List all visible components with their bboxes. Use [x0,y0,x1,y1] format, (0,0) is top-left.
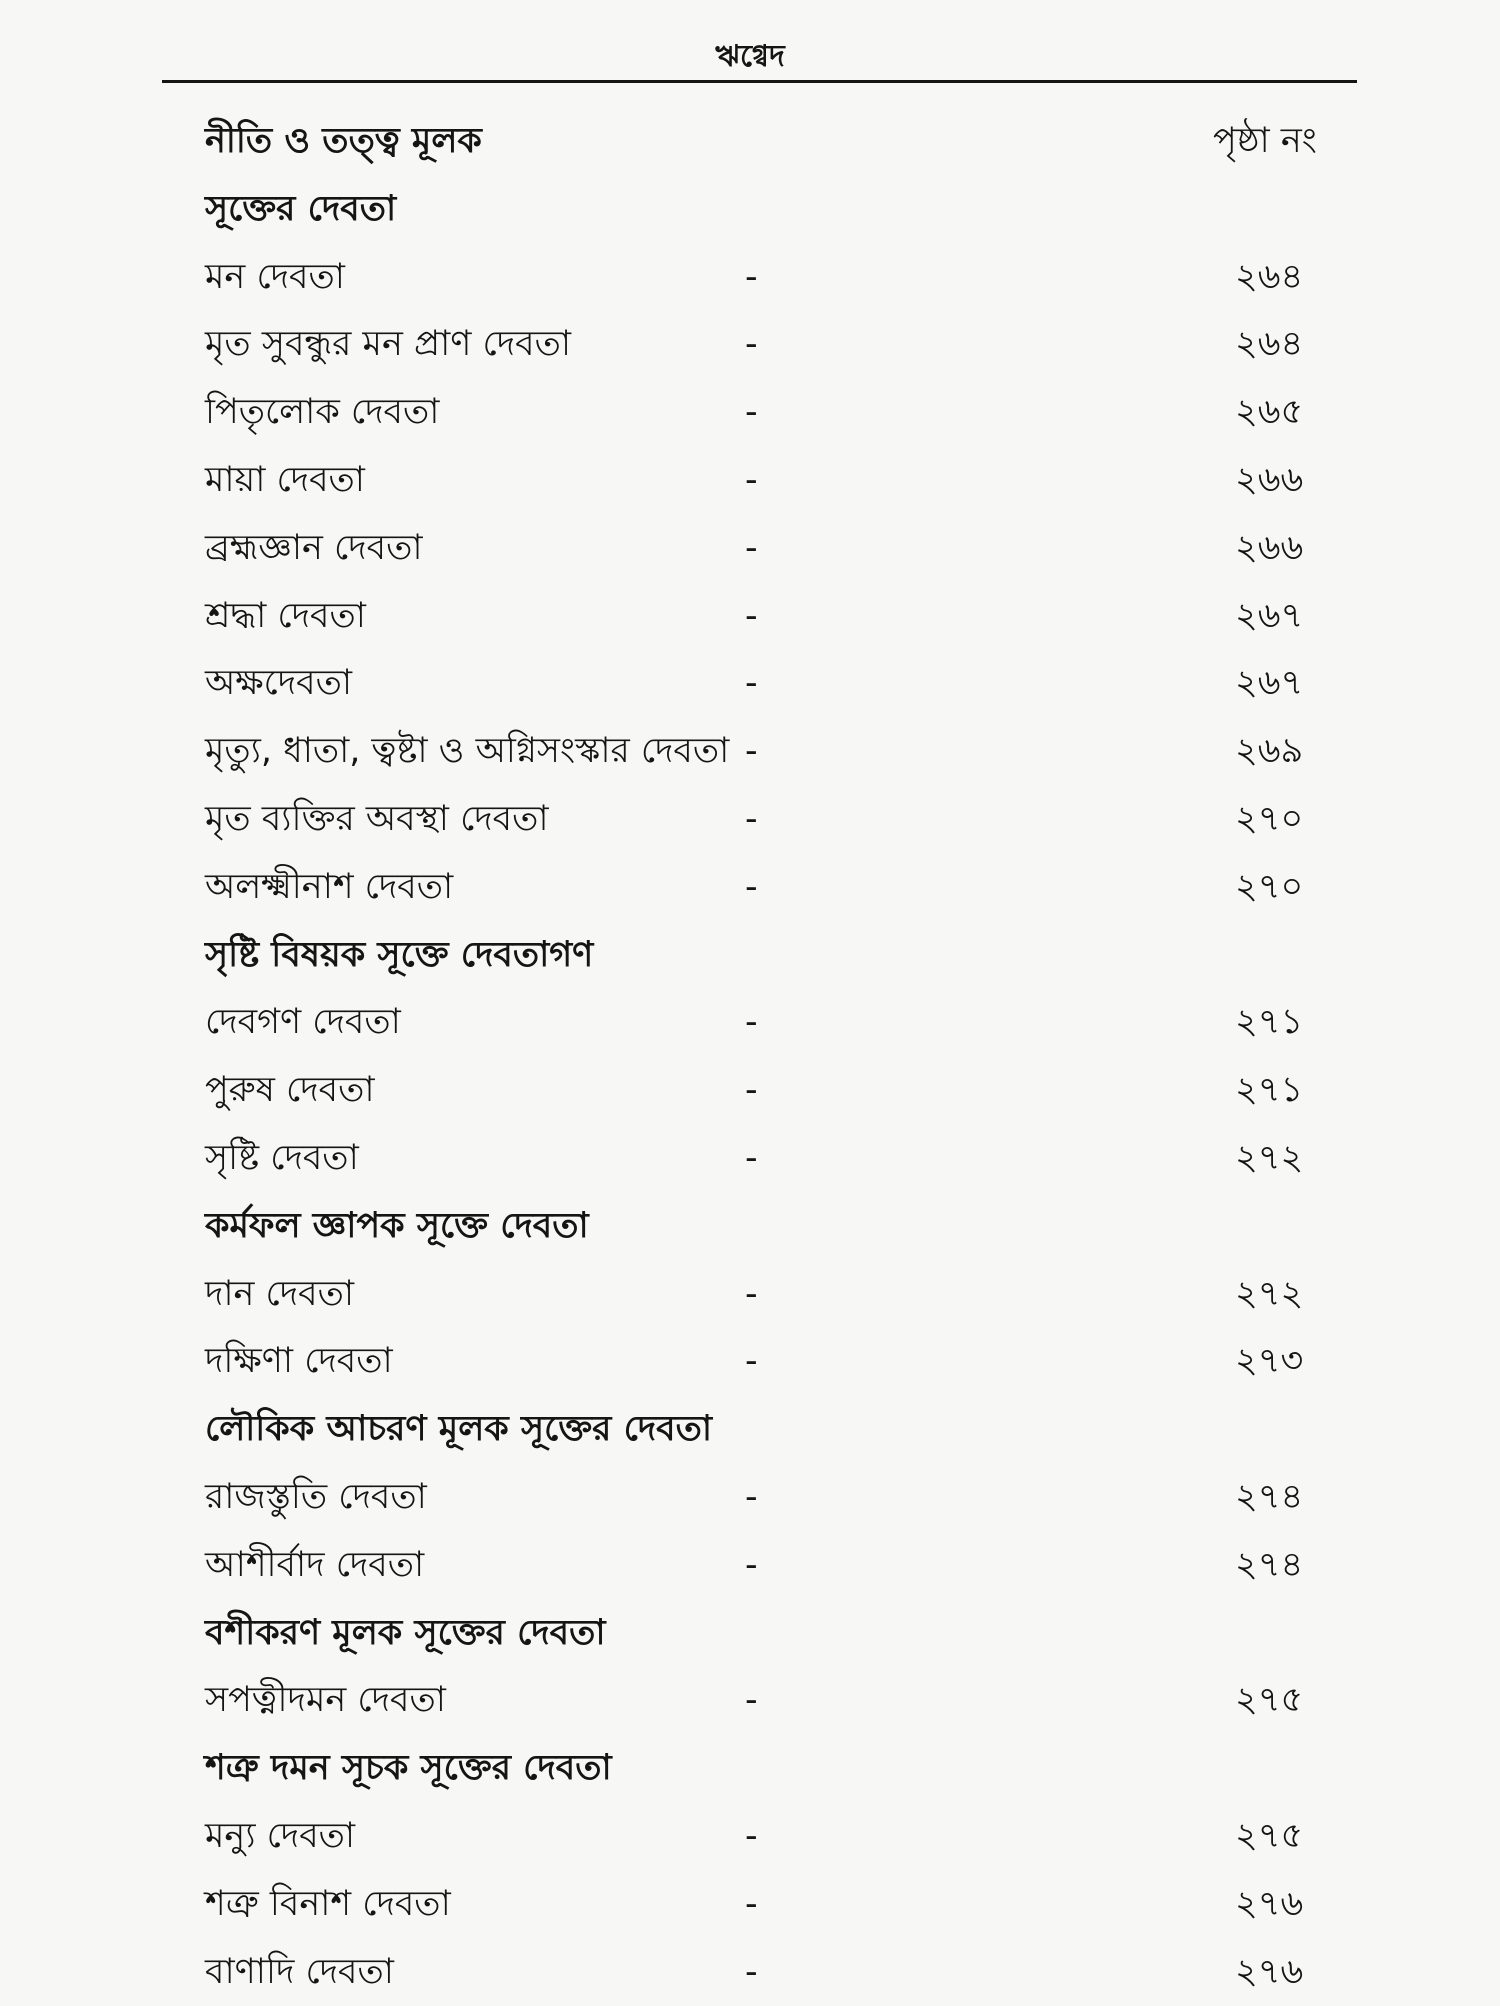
group-title: কর্মফল জ্ঞাপক সূক্তে দেবতা [205,1205,589,1246]
toc-entry [205,1532,1335,1600]
toc-entry [205,786,1335,854]
entry-dash: - [745,1070,758,1111]
entry-dash: - [745,1883,758,1924]
toc-entry [205,1667,1335,1735]
entry-dash: - [745,866,758,907]
entry-title: বাণাদি দেবতা [205,1951,394,1992]
entry-page-number: ২৭৫ [1235,1815,1304,1856]
entry-title: রাজস্তুতি দেবতা [205,1476,427,1517]
toc-entry [205,650,1335,718]
entry-title: দক্ষিণা দেবতা [205,1341,393,1382]
entry-dash: - [745,256,758,297]
entry-title: আশীর্বাদ দেবতা [205,1544,425,1585]
entry-title: মন্যু দেবতা [205,1815,356,1856]
entry-dash: - [745,595,758,636]
toc-entry [205,1939,1335,2006]
entry-page-number: ২৭১ [1235,1002,1304,1043]
entry-page-number: ২৭২ [1235,1273,1304,1314]
entry-dash: - [745,459,758,500]
toc-entry [205,311,1335,379]
entry-title: পিতৃলোক দেবতা [205,392,440,433]
entry-dash: - [745,1680,758,1721]
toc-entry [205,583,1335,651]
toc-group-heading [205,922,1335,990]
toc-entry [205,1328,1335,1396]
toc-group-heading [205,176,1335,244]
toc-entry [205,1261,1335,1329]
toc-entry [205,718,1335,786]
entry-page-number: ২৬৪ [1235,324,1304,365]
group-title: বশীকরণ মূলক সূক্তের দেবতা [205,1612,606,1653]
toc-entry [205,989,1335,1057]
entry-page-number: ২৭৪ [1235,1476,1304,1517]
entry-title: অক্ষদেবতা [205,663,353,704]
entry-dash: - [745,392,758,433]
entry-title: শ্রদ্ধা দেবতা [205,595,366,636]
entry-title: মৃত্যু, ধাতা, ত্বষ্টা ও অগ্নিসংস্কার দেবতা [205,731,730,772]
entry-title: মন দেবতা [205,256,345,297]
toc-group-heading [205,1600,1335,1668]
entry-page-number: ২৭৬ [1235,1951,1304,1992]
entry-page-number: ২৬৬ [1235,459,1304,500]
entry-page-number: ২৭৪ [1235,1544,1304,1585]
toc-group-heading [205,1396,1335,1464]
entry-dash: - [745,798,758,839]
toc-group-heading [205,1735,1335,1803]
entry-page-number: ২৭৩ [1235,1341,1304,1382]
entry-page-number: ২৬৪ [1235,256,1304,297]
entry-page-number: ২৭৫ [1235,1680,1304,1721]
entry-dash: - [745,1273,758,1314]
header-rule [162,80,1357,83]
toc-entry [205,1057,1335,1125]
entry-title: শত্রু বিনাশ দেবতা [205,1883,451,1924]
entry-page-number: ২৭৬ [1235,1883,1304,1924]
toc-group-heading [205,1193,1335,1261]
toc-header-row [205,108,1335,176]
entry-dash: - [745,1476,758,1517]
entry-title: মায়া দেবতা [205,459,365,500]
toc-entry [205,1871,1335,1939]
entry-page-number: ২৬৫ [1235,392,1304,433]
group-title: লৌকিক আচরণ মূলক সূক্তের দেবতা [205,1409,713,1450]
group-title: সৃষ্টি বিষয়ক সূক্তে দেবতাগণ [205,934,594,975]
entry-page-number: ২৭২ [1235,1137,1304,1178]
toc-entry [205,515,1335,583]
entry-title: ব্রহ্মজ্ঞান দেবতা [205,527,423,568]
group-title: শত্রু দমন সূচক সূক্তের দেবতা [205,1748,612,1789]
page-number-heading: পৃষ্ঠা নং [1213,121,1317,161]
toc-entry [205,1125,1335,1193]
entry-title: সপত্নীদমন দেবতা [205,1680,446,1721]
entry-dash: - [745,731,758,772]
entry-page-number: ২৬৯ [1235,731,1304,772]
toc-entry [205,447,1335,515]
entry-dash: - [745,1951,758,1992]
entry-page-number: ২৭০ [1235,866,1304,907]
group-title: সূক্তের দেবতা [205,188,397,229]
toc-entry [205,1464,1335,1532]
entry-dash: - [745,1815,758,1856]
toc-entry [205,379,1335,447]
toc-entry [205,1803,1335,1871]
entry-page-number: ২৭১ [1235,1070,1304,1111]
entry-title: মৃত সুবন্ধুর মন প্রাণ দেবতা [205,324,572,365]
entry-title: পুরুষ দেবতা [205,1070,375,1111]
entry-dash: - [745,1544,758,1585]
table-of-contents [205,108,1335,2006]
toc-entry [205,244,1335,312]
entry-page-number: ২৬৭ [1235,595,1304,636]
entry-page-number: ২৬৬ [1235,527,1304,568]
entry-dash: - [745,663,758,704]
entry-dash: - [745,1002,758,1043]
entry-title: সৃষ্টি দেবতা [205,1137,359,1178]
entry-title: দেবগণ দেবতা [205,1002,401,1043]
entry-title: মৃত ব্যক্তির অবস্থা দেবতা [205,798,549,839]
entry-page-number: ২৬৭ [1235,663,1304,704]
entry-title: দান দেবতা [205,1273,355,1314]
entry-dash: - [745,1137,758,1178]
entry-dash: - [745,1341,758,1382]
running-head: ঋগ্বেদ [715,39,785,74]
entry-dash: - [745,527,758,568]
entry-page-number: ২৭০ [1235,798,1304,839]
entry-dash: - [745,324,758,365]
entry-title: অলক্ষ্মীনাশ দেবতা [205,866,454,907]
section-heading: নীতি ও তত্ত্ব মূলক [205,121,482,161]
toc-entry [205,854,1335,922]
